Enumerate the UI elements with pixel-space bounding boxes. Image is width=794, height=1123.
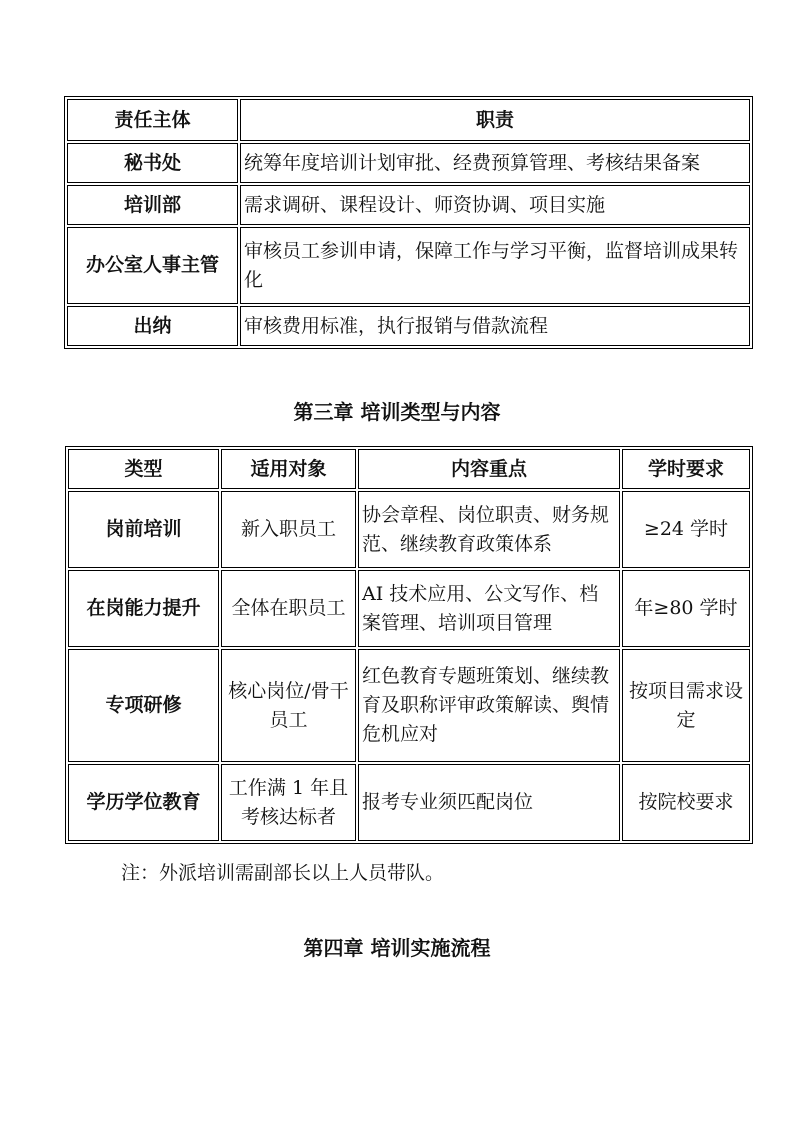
table-row [68, 764, 750, 841]
table-row [68, 570, 750, 647]
training-type-table [65, 446, 753, 844]
target-cell: 工作满 1 年且考核达标者 [221, 764, 356, 841]
duty-cell: 统筹年度培训计划审批、经费预算管理、考核结果备案 [240, 143, 750, 183]
content-cell: 红色教育专题班策划、继续教育及职称评审政策解读、舆情危机应对 [358, 649, 620, 762]
chapter-4-heading: 第四章 培训实施流程 [303, 936, 491, 960]
hours-cell: 按院校要求 [622, 764, 750, 841]
subject-cell: 办公室人事主管 [67, 227, 238, 304]
note-text: 注：外派培训需副部长以上人员带队。 [121, 862, 445, 884]
header-cell: 类型 [68, 449, 219, 489]
header-cell: 责任主体 [67, 99, 238, 141]
hours-cell: 年≥80 学时 [622, 570, 750, 647]
chapter-3-heading: 第三章 培训类型与内容 [293, 400, 501, 424]
table-header-row [68, 449, 750, 489]
table-row [67, 306, 750, 346]
target-cell: 全体在职员工 [221, 570, 356, 647]
hours-cell: ≥24 学时 [622, 491, 750, 568]
header-cell: 职责 [240, 99, 750, 141]
subject-cell: 秘书处 [67, 143, 238, 183]
target-cell: 核心岗位/骨干员工 [221, 649, 356, 762]
hours-cell: 按项目需求设定 [622, 649, 750, 762]
content-cell: AI 技术应用、公文写作、档案管理、培训项目管理 [358, 570, 620, 647]
subject-cell: 出纳 [67, 306, 238, 346]
target-cell: 新入职员工 [221, 491, 356, 568]
table-row [67, 143, 750, 183]
table-header-row [67, 99, 750, 141]
type-cell: 专项研修 [68, 649, 219, 762]
table-row [67, 227, 750, 304]
duty-cell: 审核费用标准，执行报销与借款流程 [240, 306, 750, 346]
content-cell: 报考专业须匹配岗位 [358, 764, 620, 841]
duty-cell: 审核员工参训申请，保障工作与学习平衡，监督培训成果转化 [240, 227, 750, 304]
duty-cell: 需求调研、课程设计、师资协调、项目实施 [240, 185, 750, 225]
type-cell: 学历学位教育 [68, 764, 219, 841]
header-cell: 内容重点 [358, 449, 620, 489]
type-cell: 岗前培训 [68, 491, 219, 568]
header-cell: 适用对象 [221, 449, 356, 489]
responsibility-table [64, 96, 753, 349]
header-cell: 学时要求 [622, 449, 750, 489]
subject-cell: 培训部 [67, 185, 238, 225]
table-row [67, 185, 750, 225]
table-row [68, 649, 750, 762]
table-row [68, 491, 750, 568]
type-cell: 在岗能力提升 [68, 570, 219, 647]
content-cell: 协会章程、岗位职责、财务规范、继续教育政策体系 [358, 491, 620, 568]
